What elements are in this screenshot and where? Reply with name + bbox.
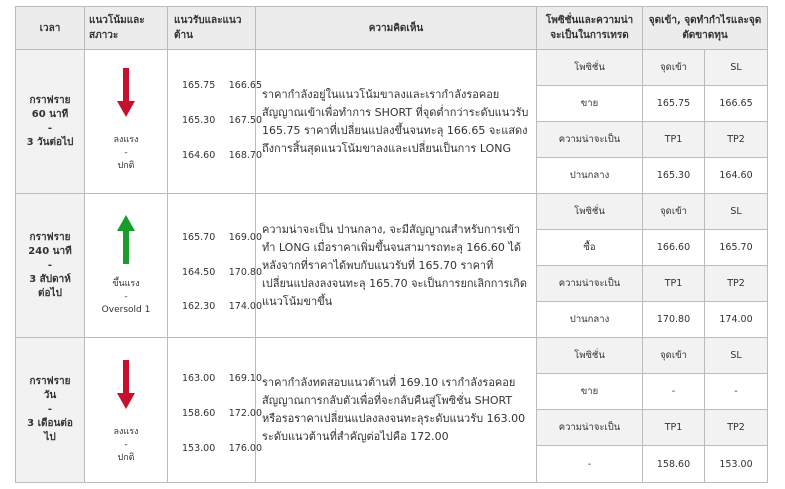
- header-time: เวลา: [16, 7, 85, 50]
- probability-value: ปานกลาง: [537, 158, 643, 194]
- position-label: โพซิชั่น: [537, 338, 643, 374]
- support-value: 158.60: [182, 408, 216, 419]
- trend-label: ลงแรง: [113, 427, 139, 437]
- time-cell: [16, 194, 85, 338]
- comment-text: ราคากำลังทดสอบแนวต้านที่ 169.10 เรากำลังรอคอยสัญญาณการกลับตัวเพื่อที่จะกลับคืนสู่โพซิชั่น SHORT หรือรอราคาเปลี่ยนแปลงลงจนทะลุระดับแนวรับ 163.00 ระดับแนวต้านที่สำคัญต่อไปคือ 172.00: [262, 376, 526, 443]
- time-line: ไป: [44, 432, 56, 443]
- position-label: โพซิชั่น: [537, 50, 643, 86]
- entry-label: จุดเข้า: [643, 338, 705, 374]
- tp1-label: TP1: [643, 122, 705, 158]
- sl-value: -: [705, 374, 767, 410]
- entry-label: จุดเข้า: [643, 50, 705, 86]
- resistance-value: 174.00: [228, 301, 262, 312]
- header-levels: จุดเข้า, จุดทำกำไรและจุดตัดขาดทุน: [643, 7, 767, 50]
- trend-separator: -: [124, 148, 128, 158]
- comment-cell: [256, 50, 537, 194]
- position-label: โพซิชั่น: [537, 194, 643, 230]
- support-value: 165.30: [182, 115, 216, 126]
- probability-label: ความน่าจะเป็น: [537, 122, 643, 158]
- position-value: ขาย: [537, 86, 643, 122]
- time-line: 3 สัปดาห์: [29, 273, 71, 285]
- sl-value: 165.70: [705, 230, 767, 266]
- time-line: 3 วันต่อไป: [26, 136, 74, 148]
- sr-row: [182, 373, 262, 384]
- sr-row: [182, 232, 262, 243]
- support-value: 163.00: [182, 373, 216, 384]
- comment-cell: [256, 338, 537, 482]
- resistance-value: 168.70: [228, 150, 262, 161]
- sr-row: [182, 115, 262, 126]
- time-line: -: [47, 259, 53, 271]
- probability-value: ปานกลาง: [537, 302, 643, 338]
- time-line: -: [47, 122, 53, 134]
- sr-row: [182, 80, 262, 91]
- forecast-table: [15, 6, 768, 483]
- entry-label: จุดเข้า: [643, 194, 705, 230]
- tp2-label: TP2: [705, 266, 767, 302]
- entry-value: 166.60: [643, 230, 705, 266]
- time-line: กราฟราย: [29, 376, 71, 387]
- header-comment: ความคิดเห็น: [256, 7, 537, 50]
- time-cell: [16, 50, 85, 194]
- support-value: 153.00: [182, 443, 216, 454]
- comment-text: ราคากำลังอยู่ในแนวโน้มขาลงและเรากำลังรอคอยสัญญาณเข้าเพื่อทำการ SHORT ที่จุดต่ำกว่าระดับแนวรับ 165.75 ราคาที่เปลี่ยนแปลงขึ้นจนทะลุ 166.65 จะแสดงถึงการสิ้นสุดแนวโน้มขาลงและเปลี่ยนเป็นการ LONG: [262, 87, 529, 155]
- time-line: กราฟราย: [29, 94, 71, 106]
- sr-row: [182, 301, 262, 312]
- trend-separator: -: [124, 440, 128, 450]
- trend-cell: [85, 50, 168, 194]
- resistance-value: 172.00: [228, 408, 262, 419]
- resistance-value: 169.10: [228, 373, 262, 384]
- support-resistance-cell: [168, 194, 262, 338]
- support-value: 164.50: [182, 267, 216, 278]
- resistance-value: 176.00: [228, 443, 262, 454]
- time-line: -: [47, 404, 53, 415]
- header-trend: แนวโน้มและสภาวะ: [85, 7, 168, 50]
- resistance-value: 170.80: [228, 267, 262, 278]
- time-line: 3 เดือนต่อ: [27, 418, 73, 429]
- entry-value: -: [643, 374, 705, 410]
- condition-label: ปกติ: [117, 161, 135, 171]
- header-support-resistance: แนวรับและแนวต้าน: [168, 7, 256, 50]
- sr-row: [182, 443, 262, 454]
- resistance-value: 169.00: [228, 232, 262, 243]
- trend-separator: -: [124, 292, 128, 302]
- arrow-up-icon: [116, 214, 136, 264]
- sl-label: SL: [705, 50, 767, 86]
- tp1-value: 158.60: [643, 446, 705, 482]
- sr-row: [182, 408, 262, 419]
- support-value: 162.30: [182, 301, 216, 312]
- time-line: 60 นาที: [31, 108, 69, 120]
- tp2-value: 164.60: [705, 158, 767, 194]
- arrow-down-icon: [116, 360, 136, 410]
- resistance-value: 167.50: [228, 115, 262, 126]
- support-value: 165.70: [182, 232, 216, 243]
- sl-label: SL: [705, 194, 767, 230]
- arrow-down-icon: [116, 68, 136, 118]
- comment-cell: [256, 194, 537, 338]
- position-value: ซื้อ: [537, 230, 643, 266]
- condition-label: ปกติ: [117, 453, 135, 463]
- time-cell: [16, 338, 85, 482]
- comment-text: ความน่าจะเป็น ปานกลาง, จะมีสัญญาณสำหรับการเข้าทำ LONG เมื่อราคาเพิ่มขึ้นจนสามารถทะลุ 166.60 ได้หลังจากที่ราคาได้พบกับแนวรับที่ 165.70 ราคาที่เปลี่ยนแปลงลงจนทะลุ 165.70 จะเป็นการยกเลิกการเกิดแนวโน้มขาขึ้น: [262, 222, 528, 308]
- probability-label: ความน่าจะเป็น: [537, 410, 643, 446]
- tp2-label: TP2: [705, 122, 767, 158]
- support-resistance-cell: [168, 338, 262, 482]
- time-line: กราฟราย: [29, 231, 71, 243]
- tp2-value: 153.00: [719, 458, 753, 470]
- tp1-value: 170.80: [643, 302, 705, 338]
- trend-cell: [85, 338, 168, 482]
- time-line: ต่อไป: [38, 287, 62, 299]
- sl-label: SL: [705, 338, 767, 374]
- sr-row: [182, 150, 262, 161]
- condition-label: Oversold 1: [101, 305, 151, 315]
- resistance-value: 166.65: [228, 80, 262, 91]
- support-value: 165.75: [182, 80, 216, 91]
- tp1-label: TP1: [643, 410, 705, 446]
- time-line: วัน: [43, 390, 57, 401]
- position-value: ขาย: [537, 374, 643, 410]
- tp1-value: 165.30: [643, 158, 705, 194]
- trend-label: ขึ้นแรง: [112, 279, 140, 289]
- probability-label: ความน่าจะเป็น: [537, 266, 643, 302]
- support-value: 164.60: [182, 150, 216, 161]
- tp1-label: TP1: [643, 266, 705, 302]
- tp2-value: 174.00: [705, 302, 767, 338]
- trend-cell: [85, 194, 168, 338]
- time-line: 240 นาที: [28, 245, 72, 257]
- probability-value: -: [537, 446, 643, 482]
- tp2-label: TP2: [705, 410, 767, 446]
- sr-row: [182, 267, 262, 278]
- header-position: โพซิชั่นและความน่าจะเป็นในการเทรด: [537, 7, 643, 50]
- support-resistance-cell: [168, 50, 262, 194]
- trend-label: ลงแรง: [113, 135, 139, 145]
- entry-value: 165.75: [643, 86, 705, 122]
- sl-value: 166.65: [705, 86, 767, 122]
